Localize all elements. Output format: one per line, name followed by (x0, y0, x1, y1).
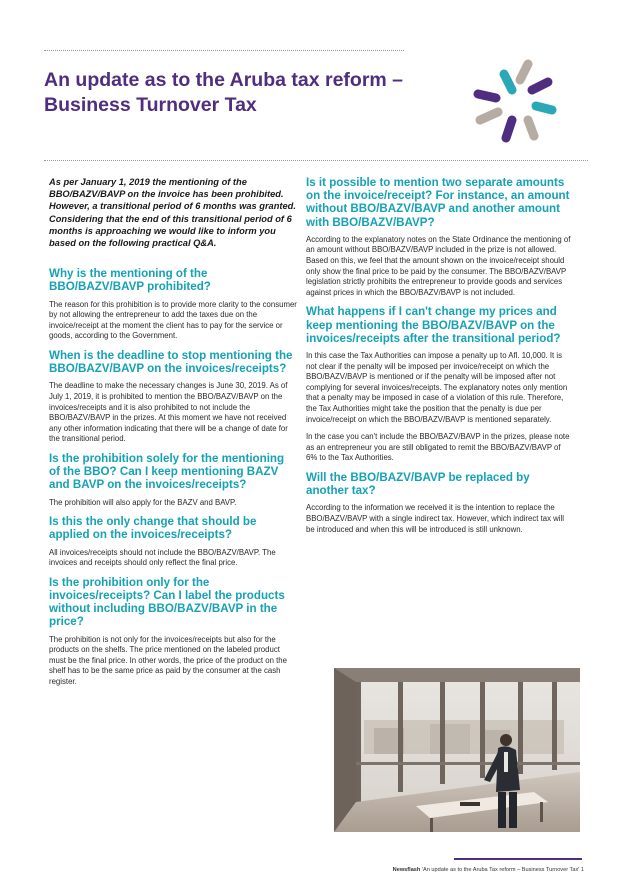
footer-brand: Newsflash (392, 867, 421, 873)
section-heading: Is the prohibition solely for the mentioning of the BBO? Can I keep mentioning BAZV and BAVP on the invoices/receipts? (49, 451, 285, 492)
section-heading: Is the prohibition only for the invoices/receipts? Can I label the products without including BBO/BAZV/BAVP in the price? (49, 575, 285, 629)
top-divider (44, 50, 404, 51)
section-heading: Is it possible to mention two separate amounts on the invoice/receipt? For instance, an amount without BBO/BAZV/BAVP and another amount with BBO/BAZV/BAVP? (306, 176, 570, 229)
section-body: The reason for this prohibition is to provide more clarity to the consumer by not allowing the entrepreneur to add the taxes due on the invoice/receipt at the moment the client has to pay for the service or goods, according to the Government. (49, 299, 297, 341)
section-heading: Will the BBO/BAZV/BAVP be replaced by another tax? (306, 470, 530, 498)
section-body: The prohibition will also apply for the BAZV and BAVP. (49, 497, 237, 507)
section-heading: Why is the mentioning of the BBO/BAZV/BAVP prohibited? (49, 267, 211, 294)
intro-text: As per January 1, 2019 the mentioning of the BBO/BAZV/BAVP on the invoice has been prohibited. However, a transitional period of 6 months was granted. Considering that the end of this transitional period of 6 months is approaching we would like to inform you based on the following practical Q&A. (49, 177, 296, 249)
left-column (49, 176, 297, 695)
section-body: According to the explanatory notes on the State Ordinance the mentioning of an amount without BBO/BAZV/BAVP included in the prize is not allowed. Based on this, we feel that the amount shown on the invoice/receipt should only show the final price to be paid by the consumer. The BBO/BAZV/BAVP legislation strictly prohibits the entrepreneur to provide goods and services against prices in which the BBO/BAZV/BAVP is not included. (306, 234, 571, 297)
company-logo (466, 50, 566, 150)
section-body: In this case the Tax Authorities can impose a penalty up to Afl. 10,000. It is not clear if the penalty will be imposed per invoice/receipt on which the BBO/BAZV/BAVP is mentioned or if the penalty will be imposed after not complying for several invoices/receipts. The explanatory notes only mention that a penalty may be imposed in case of a violation of this rule. Therefore, the Tax Authorities might take the position that the penalty is due per invoice/receipt on which the BBO/BAZV/BAVP is mentioned separately. (306, 350, 568, 424)
office-photo (334, 668, 580, 832)
section-heading: What happens if I can't change my prices and keep mentioning the BBO/BAZV/BAVP on the invoices/receipts after the transitional period? (306, 305, 561, 345)
section-heading: Is this the only change that should be applied on the invoices/receipts? (49, 515, 257, 542)
header-divider (44, 160, 588, 161)
section-body: The prohibition is not only for the invoices/receipts but also for the products on the shelfs. The price mentioned on the labeled product must be the final price. In other words, the price of the product on the shelf has to be the same price as paid by the consumer at the cash register. (49, 634, 287, 686)
section-body: According to the information we received it is the intention to replace the BBO/BAZV/BAVP with a single indirect tax. However, which indirect tax will be introduced and when this will be introduced is still unknown. (306, 503, 564, 534)
page-number: 1 (580, 867, 584, 873)
page-footer (310, 866, 584, 874)
right-column (306, 176, 572, 542)
section-body: All invoices/receipts should not include the BBO/BAZV/BAVP. The invoices and receipts should only reflect the final price. (49, 547, 276, 568)
section-body: In the case you can't include the BBO/BAZV/BAVP in the prizes, please note as an entrepreneur you are still obligated to remit the BBO/BAZV/BAVP of 6% to the Tax Authorities. (306, 432, 570, 463)
footer-text: 'An update as to the Aruba Tax reform – Business Turnover Tax' (421, 867, 580, 873)
footer-accent-line (454, 858, 582, 860)
page-title: An update as to the Aruba tax reform – Business Turnover Tax (44, 69, 404, 116)
section-heading: When is the deadline to stop mentioning the BBO/BAZV/BAVP on the invoices/receipts? (49, 349, 293, 376)
section-body: The deadline to make the necessary changes is June 30, 2019. As of July 1, 2019, it is prohibited to mention the BBO/BAZV/BAVP on the invoices/receipts and it is also prohibited to not include the BBO/BAZV/BAVP in the prizes. At this moment we have not received any other information indicating that there will be a change of date for the transitional period. (49, 381, 288, 444)
